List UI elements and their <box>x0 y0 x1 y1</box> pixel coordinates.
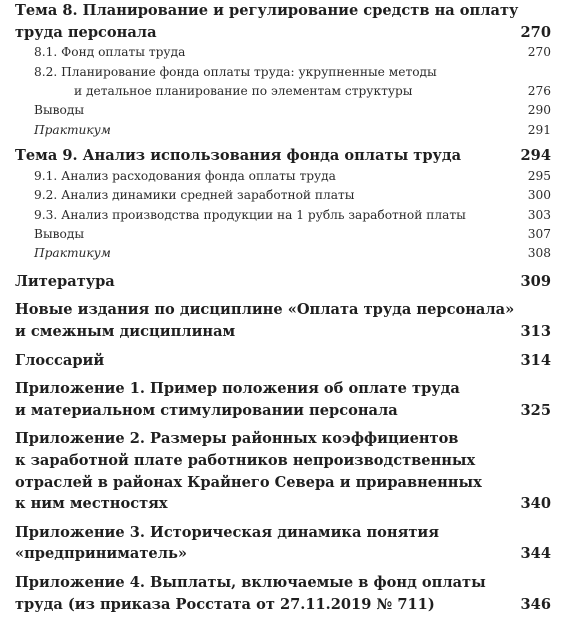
toc-entry-appendix-1[interactable] <box>14 378 551 421</box>
page-number: 308 <box>527 246 551 261</box>
toc-entry-9-3[interactable] <box>14 206 551 225</box>
toc-entry-title-line: «предприниматель» <box>15 545 188 563</box>
toc-entry-title: Выводы <box>34 103 85 118</box>
toc-entry-title: 9.1. Анализ расходования фонда оплаты труда <box>34 168 336 183</box>
page-number: 295 <box>527 168 551 183</box>
toc-entry-title-line: и смежным дисциплинам <box>15 323 236 341</box>
toc-entry-title-line: Приложение 2. Размеры районных коэффициентов <box>15 430 459 448</box>
page-number: 314 <box>520 351 551 369</box>
page-number: 294 <box>520 147 551 165</box>
toc-entry-8-1[interactable] <box>14 43 551 62</box>
toc-entry-title-line: 8.2. Планирование фонда оплаты труда: укрупненные методы <box>34 64 437 79</box>
toc-entry-practicum-8[interactable] <box>14 121 551 140</box>
page-number: 309 <box>520 272 551 290</box>
toc-entry-title-line: к ним местностях <box>15 495 168 513</box>
toc-entry-title-line: труда персонала <box>15 23 157 41</box>
toc-entry-new-editions[interactable] <box>14 299 551 342</box>
toc-entry-title: 8.1. Фонд оплаты труда <box>34 45 186 60</box>
toc-entry-topic-9[interactable] <box>14 145 551 167</box>
toc-entry-title-line: труда (из приказа Росстата от 27.11.2019 № 711) <box>15 595 435 613</box>
toc-entry-literature[interactable] <box>14 271 551 293</box>
toc-entry-topic-8[interactable] <box>14 0 551 43</box>
page-number: 344 <box>520 545 551 563</box>
toc-entry-appendix-2[interactable] <box>14 428 551 514</box>
toc-entry-title: Литература <box>15 272 115 290</box>
toc-entry-title-line: отраслей в районах Крайнего Севера и приравненных <box>15 473 482 491</box>
toc-entry-appendix-4[interactable] <box>14 572 551 615</box>
toc-entry-8-2[interactable] <box>14 63 551 102</box>
toc-entry-title: Тема 9. Анализ использования фонда оплаты труда <box>15 147 462 165</box>
toc-entry-title-line: Приложение 1. Пример положения об оплате труда <box>15 380 460 398</box>
toc-entry-9-2[interactable] <box>14 186 551 205</box>
page-number: 346 <box>520 595 551 613</box>
toc-entry-title-line: Тема 8. Планирование и регулирование средств на оплату <box>15 2 519 19</box>
toc-entry-glossary[interactable] <box>14 350 551 372</box>
page-number: 290 <box>527 103 551 118</box>
toc-entry-title-line: Приложение 3. Историческая динамика понятия <box>15 523 440 541</box>
page-number: 270 <box>527 45 551 60</box>
toc-entry-title-line: Приложение 4. Выплаты, включаемые в фонд оплаты <box>15 573 486 591</box>
toc-entry-title: Выводы <box>34 227 85 242</box>
toc-entry-9-1[interactable] <box>14 167 551 186</box>
toc-entry-title-line: и детальное планирование по элементам структуры <box>74 84 413 98</box>
page-number: 325 <box>520 401 551 419</box>
page-number: 270 <box>520 23 551 41</box>
page-number: 300 <box>527 188 551 203</box>
toc-entry-title-line: к заработной плате работников непроизводственных <box>15 452 476 469</box>
toc-entry-title-line: и материальном стимулировании персонала <box>15 401 398 419</box>
toc-entry-title-line: Новые издания по дисциплине «Оплата труда персонала» <box>15 301 515 319</box>
toc-entry-title: 9.3. Анализ производства продукции на 1 рубль заработной платы <box>34 207 466 222</box>
page-number: 313 <box>520 323 551 341</box>
toc-entry-title: Глоссарий <box>15 351 105 369</box>
toc-entry-conclusions-8[interactable] <box>14 101 551 120</box>
toc-entry-title: Практикум <box>34 246 111 261</box>
toc-entry-practicum-9[interactable] <box>14 244 551 263</box>
toc-entry-title: 9.2. Анализ динамики средней заработной платы <box>34 188 355 203</box>
page-number: 340 <box>520 495 551 513</box>
toc-entry-title: Практикум <box>34 122 111 137</box>
toc-entry-appendix-3[interactable] <box>14 522 551 565</box>
page-number: 303 <box>527 207 551 222</box>
page-number: 276 <box>527 84 551 98</box>
page-number: 291 <box>527 122 551 137</box>
page-number: 307 <box>527 227 551 242</box>
toc-entry-conclusions-9[interactable] <box>14 225 551 244</box>
